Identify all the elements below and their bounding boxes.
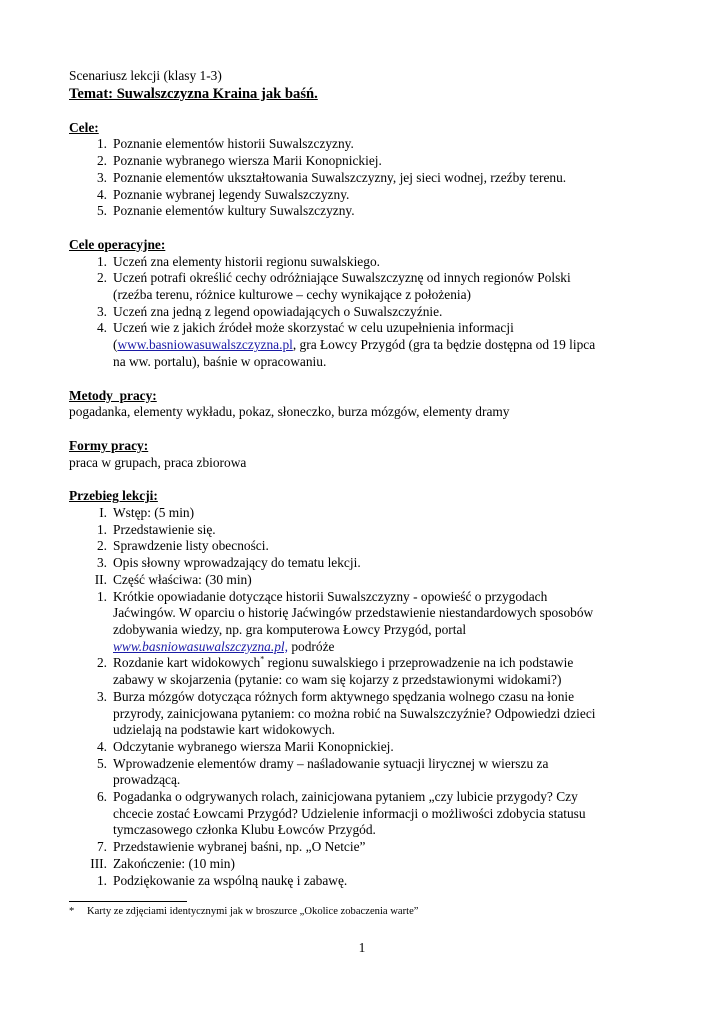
forms-text: praca w grupach, praca zbiorowa	[69, 454, 247, 470]
list-item-continuation: przyrody, zainicjowana pytaniem: co można robić na Suwalszczyźnie? Odpowiedzi dzieci	[113, 705, 596, 721]
document-body	[69, 68, 669, 889]
list-item-continuation: www.basniowasuwalszczyzna.pl, podróże	[113, 638, 335, 654]
footnote-divider	[69, 901, 187, 902]
list-item: 1. Przedstawienie się.	[96, 521, 216, 537]
forms-heading: Formy pracy:	[69, 437, 149, 453]
list-item-continuation: tymczasowego członka Klubu Łowców Przygód.	[113, 822, 376, 838]
course-heading: Przebieg lekcji:	[69, 488, 158, 504]
list-item: 4. Poznanie wybranej legendy Suwalszczyzny.	[96, 186, 350, 202]
list-item-continuation: zdobywania wiedzy, np. gra komputerowa Łowcy Przygód, portal	[113, 621, 467, 637]
list-item-continuation: chcecie zostać Łowcami Przygód? Udzielenie informacji o możliwości zdobycia statusu	[113, 805, 586, 821]
list-item: 5. Wprowadzenie elementów dramy – naśladowanie sytuacji lirycznej w wierszu za	[96, 755, 549, 771]
course-list	[69, 505, 669, 889]
methods-heading: Metody pracy:	[69, 387, 157, 403]
list-item: 4. Uczeń wie z jakich źródeł może skorzystać w celu uzupełnienia informacji	[96, 320, 514, 336]
list-item-continuation: (rzeźba terenu, różnice kulturowe – cechy wynikające z położenia)	[113, 287, 472, 303]
list-item: 4. Odczytanie wybranego wiersza Marii Konopnickiej.	[96, 738, 394, 754]
goals-list	[69, 136, 669, 220]
list-item: 3. Uczeń zna jedną z legend opowiadających o Suwalszczyźnie.	[96, 303, 443, 319]
scenario-subtitle: Scenariusz lekcji (klasy 1-3)	[69, 68, 222, 83]
list-item: 3. Poznanie elementów ukształtowania Suwalszczyzny, jej sieci wodnej, rzeźby terenu.	[96, 169, 567, 185]
list-item-continuation: (www.basniowasuwalszczyzna.pl, gra Łowcy Przygód (gra ta będzie dostępna od 19 lipca	[113, 337, 596, 353]
list-item: 2. Uczeń potrafi określić cechy odróżniające Suwalszczyznę od innych regionów Polski	[96, 270, 571, 286]
list-item: 1. Krótkie opowiadanie dotyczące historii Suwalszczyzny - opowieść o przygodach	[96, 588, 548, 604]
page-number: 1	[358, 940, 366, 955]
section-item: III. Zakończenie: (10 min)	[90, 855, 235, 871]
operational-goals-list	[69, 254, 669, 371]
list-item-continuation: zabawy w skojarzenia (pytanie: co wam się kojarzy z przedstawionymi widokami?)	[113, 672, 562, 688]
list-item: 7. Przedstawienie wybranej baśni, np. „O Netcie”	[96, 839, 366, 855]
methods-text: pogadanka, elementy wykładu, pokaz, słoneczko, burza mózgów, elementy dramy	[69, 404, 510, 420]
list-item: 1. Uczeń zna elementy historii regionu suwalskiego.	[96, 253, 380, 269]
list-item: 1. Podziękowanie za wspólną naukę i zabawę.	[96, 872, 348, 888]
footnote-mark: *	[69, 906, 75, 917]
list-item: 2. Sprawdzenie listy obecności.	[96, 538, 269, 554]
list-item: 5. Poznanie elementów kultury Suwalszczyzny.	[96, 203, 355, 219]
list-item-continuation: prowadzącą.	[113, 772, 181, 788]
portal-link-italic[interactable]: www.basniowasuwalszczyzna.pl,	[113, 638, 288, 654]
list-item-continuation: na ww. portalu), baśnie w opracowaniu.	[113, 353, 327, 369]
operational-goals-heading: Cele operacyjne:	[69, 236, 166, 252]
goals-heading: Cele:	[69, 119, 99, 135]
footnote	[69, 906, 418, 917]
list-item-continuation: Jaćwingów. W oparciu o historię Jaćwingów przedstawienie niestandardowych sposobów	[113, 605, 594, 621]
portal-link[interactable]: www.basniowasuwalszczyzna.pl	[117, 337, 293, 353]
list-item-continuation: udzielają na podstawie kart widokowych.	[113, 722, 335, 738]
list-item: 1. Poznanie elementów historii Suwalszczyzny.	[96, 136, 354, 152]
list-item: 3. Opis słowny wprowadzający do tematu lekcji.	[96, 555, 361, 571]
list-item: 2. Rozdanie kart widokowych* regionu suwalskiego i przeprowadzenie na ich podstawie	[96, 654, 574, 671]
list-item: 2. Poznanie wybranego wiersza Marii Konopnickiej.	[96, 153, 382, 169]
list-item: 3. Burza mózgów dotycząca różnych form aktywnego spędzania wolnego czasu na łonie	[96, 688, 575, 704]
list-item: 6. Pogadanka o odgrywanych rolach, zainicjowana pytaniem „czy lubicie przygody? Czy	[96, 789, 578, 805]
footnote-text: Karty ze zdjęciami identycznymi jak w broszurce „Okolice zobaczenia warte”	[87, 906, 419, 917]
section-item: II. Część właściwa: (30 min)	[94, 571, 252, 587]
lesson-title: Temat: Suwalszczyzna Kraina jak baśń.	[69, 85, 318, 102]
footnote-ref: *	[260, 654, 265, 664]
section-item: I. Wstęp: (5 min)	[99, 505, 195, 521]
